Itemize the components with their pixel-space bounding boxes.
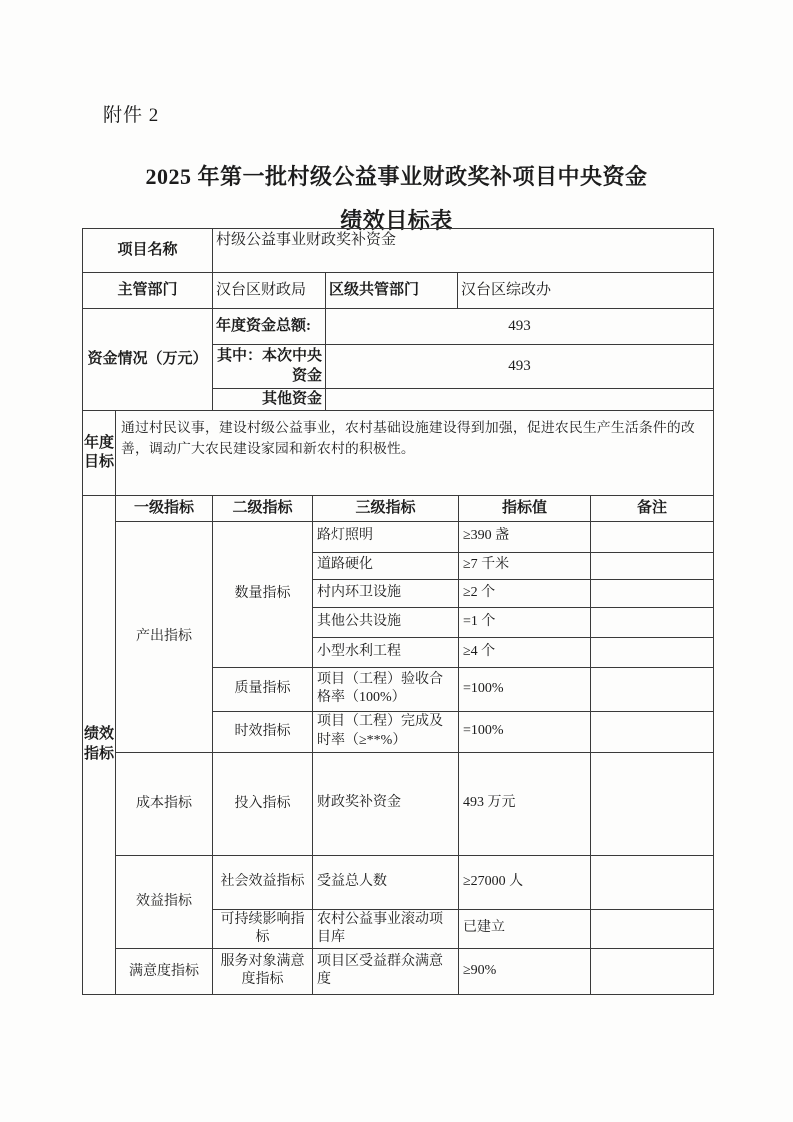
note-cell <box>591 752 714 855</box>
value-cell: 已建立 <box>459 909 591 948</box>
value-cell: 493 万元 <box>459 752 591 855</box>
funding-label: 资金情况（万元） <box>83 309 213 411</box>
dept-value: 汉台区财政局 <box>213 273 326 309</box>
project-name-label: 项目名称 <box>83 229 213 273</box>
funding-row-value: 493 <box>326 345 714 389</box>
note-cell <box>591 667 714 711</box>
funding-row-label: 其他资金 <box>213 389 326 411</box>
level1-cell: 满意度指标 <box>116 948 213 994</box>
level3-cell: 项目区受益群众满意度 <box>313 948 459 994</box>
funding-row-label: 其中：本次中央资金 <box>213 345 326 389</box>
level2-cell: 时效指标 <box>213 711 313 752</box>
level1-cell: 成本指标 <box>116 752 213 855</box>
note-cell <box>591 909 714 948</box>
annual-goal-label: 年度目标 <box>83 411 116 496</box>
level2-cell: 数量指标 <box>213 521 313 667</box>
funding-row-value: 493 <box>326 309 714 345</box>
level3-cell: 小型水利工程 <box>313 637 459 667</box>
co-dept-value: 汉台区综改办 <box>458 273 714 309</box>
value-cell: ≥390 盏 <box>459 521 591 552</box>
annual-goal-text: 通过村民议事，建设村级公益事业，农村基础设施建设得到加强，促进农民生产生活条件的改善，调动广大农民建设家园和新农村的积极性。 <box>116 411 714 496</box>
indicator-row <box>83 948 714 994</box>
level2-cell: 服务对象满意度指标 <box>213 948 313 994</box>
level3-cell: 项目（工程）验收合格率（100%） <box>313 667 459 711</box>
header-level2: 二级指标 <box>213 495 313 521</box>
value-cell: ≥27000 人 <box>459 855 591 909</box>
attachment-label: 附件 2 <box>103 105 160 126</box>
indicators-table <box>82 495 714 995</box>
value-cell: =100% <box>459 667 591 711</box>
funding-row-value <box>326 389 714 411</box>
indicator-row <box>83 855 714 909</box>
note-cell <box>591 948 714 994</box>
header-level1: 一级指标 <box>116 495 213 521</box>
project-name-value: 村级公益事业财政奖补资金 <box>213 229 714 273</box>
note-cell <box>591 579 714 607</box>
note-cell <box>591 855 714 909</box>
level3-cell: 村内环卫设施 <box>313 579 459 607</box>
note-cell <box>591 637 714 667</box>
document-title-line2: 绩效目标表 <box>340 208 453 233</box>
level3-cell: 项目（工程）完成及时率（≥**%） <box>313 711 459 752</box>
document-title-line1: 2025 年第一批村级公益事业财政奖补项目中央资金 <box>145 164 648 189</box>
indicators-section-label: 绩效指标 <box>83 495 116 994</box>
level3-cell: 农村公益事业滚动项目库 <box>313 909 459 948</box>
level3-cell: 财政奖补资金 <box>313 752 459 855</box>
level2-cell: 可持续影响指标 <box>213 909 313 948</box>
level2-cell: 质量指标 <box>213 667 313 711</box>
value-cell: ≥90% <box>459 948 591 994</box>
level1-cell: 效益指标 <box>116 855 213 948</box>
co-dept-label: 区级共管部门 <box>326 273 458 309</box>
value-cell: ≥7 千米 <box>459 552 591 579</box>
level3-cell: 路灯照明 <box>313 521 459 552</box>
note-cell <box>591 711 714 752</box>
level3-cell: 道路硬化 <box>313 552 459 579</box>
level2-cell: 投入指标 <box>213 752 313 855</box>
note-cell <box>591 607 714 637</box>
tables-container <box>82 228 714 995</box>
header-note: 备注 <box>591 495 714 521</box>
indicator-row <box>83 521 714 552</box>
value-cell: ≥2 个 <box>459 579 591 607</box>
value-cell: =1 个 <box>459 607 591 637</box>
value-cell: ≥4 个 <box>459 637 591 667</box>
value-cell: =100% <box>459 711 591 752</box>
header-level3: 三级指标 <box>313 495 459 521</box>
dept-label: 主管部门 <box>83 273 213 309</box>
info-table <box>82 228 714 496</box>
level3-cell: 其他公共设施 <box>313 607 459 637</box>
funding-row-label: 年度资金总额: <box>213 309 326 345</box>
note-cell <box>591 552 714 579</box>
indicator-row <box>83 752 714 855</box>
level3-cell: 受益总人数 <box>313 855 459 909</box>
header-value: 指标值 <box>459 495 591 521</box>
note-cell <box>591 521 714 552</box>
level1-cell: 产出指标 <box>116 521 213 752</box>
level2-cell: 社会效益指标 <box>213 855 313 909</box>
